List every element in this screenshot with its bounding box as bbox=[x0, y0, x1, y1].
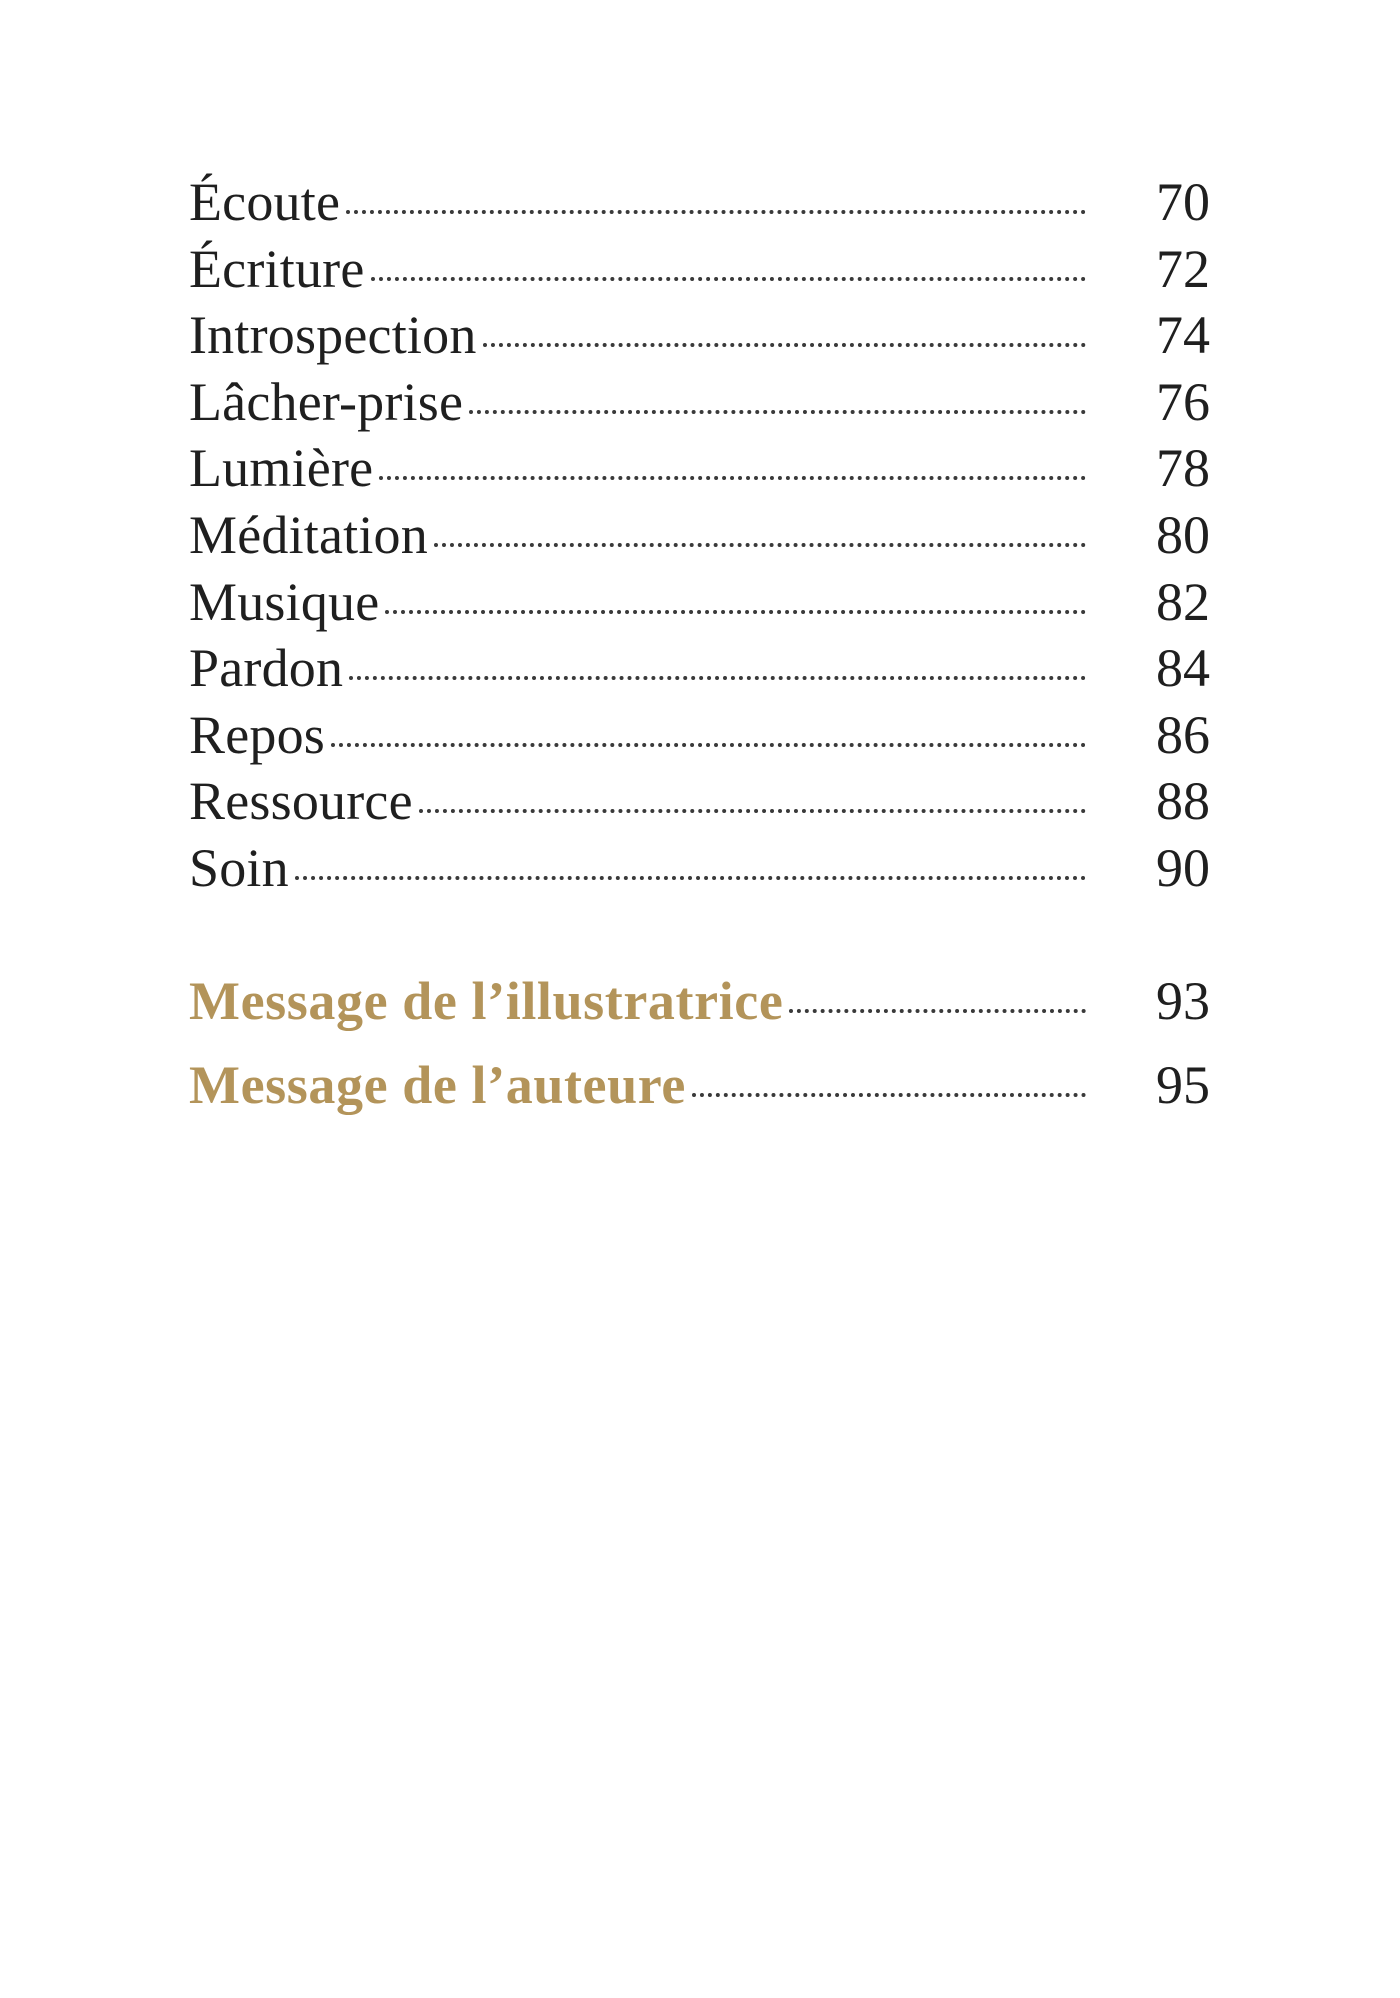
toc-entry-introspection[interactable] bbox=[189, 305, 1210, 375]
toc-entry-ressource[interactable] bbox=[189, 771, 1210, 841]
toc-page-number: 84 bbox=[1156, 638, 1210, 699]
toc-page-number: 76 bbox=[1156, 371, 1210, 432]
dot-leader bbox=[789, 1009, 1086, 1013]
dot-leader bbox=[346, 210, 1086, 214]
toc-page-number: 86 bbox=[1156, 704, 1210, 765]
toc-page-number: 70 bbox=[1156, 172, 1210, 232]
toc-page-number: 88 bbox=[1156, 771, 1210, 832]
dot-leader bbox=[371, 277, 1087, 281]
toc-entry-label: Introspection bbox=[189, 305, 477, 366]
dot-leader bbox=[385, 610, 1086, 614]
toc-entry-soin[interactable] bbox=[189, 837, 1210, 908]
toc-entry-label: Écoute bbox=[189, 172, 341, 232]
dot-leader bbox=[483, 343, 1086, 347]
dot-leader bbox=[379, 476, 1086, 480]
toc-entry-message-illustratrice[interactable] bbox=[189, 970, 1210, 1058]
toc-entry-ecoute[interactable] bbox=[189, 172, 1210, 242]
toc-page-number: 72 bbox=[1156, 238, 1210, 299]
toc-entry-label: Méditation bbox=[189, 504, 428, 565]
dot-leader bbox=[331, 743, 1086, 747]
toc-entry-label: Lumière bbox=[189, 438, 374, 499]
toc-entry-lumiere[interactable] bbox=[189, 438, 1210, 508]
toc-entry-label: Message de l’illustratrice bbox=[189, 970, 784, 1031]
toc-page-number: 90 bbox=[1156, 837, 1210, 898]
toc-entry-lacher-prise[interactable] bbox=[189, 371, 1210, 442]
dot-leader bbox=[469, 410, 1086, 414]
toc-page-number: 95 bbox=[1156, 1054, 1210, 1115]
table-of-contents bbox=[189, 172, 1210, 1142]
dot-leader bbox=[434, 543, 1086, 547]
dot-leader bbox=[295, 876, 1086, 880]
toc-entry-message-auteure[interactable] bbox=[189, 1054, 1210, 1142]
toc-entry-ecriture[interactable] bbox=[189, 238, 1210, 309]
toc-entry-musique[interactable] bbox=[189, 571, 1210, 642]
dot-leader bbox=[692, 1093, 1086, 1097]
dot-leader bbox=[419, 809, 1086, 813]
toc-entry-label: Musique bbox=[189, 571, 380, 632]
dot-leader bbox=[349, 676, 1086, 680]
toc-page-number: 80 bbox=[1156, 504, 1210, 565]
toc-entry-label: Pardon bbox=[189, 638, 344, 699]
toc-page-number: 74 bbox=[1156, 305, 1210, 366]
toc-entry-label: Lâcher-prise bbox=[189, 371, 464, 432]
toc-page-number: 93 bbox=[1156, 970, 1210, 1031]
toc-entry-repos[interactable] bbox=[189, 704, 1210, 775]
toc-page-number: 78 bbox=[1156, 438, 1210, 499]
toc-page-number: 82 bbox=[1156, 571, 1210, 632]
toc-entry-pardon[interactable] bbox=[189, 638, 1210, 708]
toc-entry-label: Ressource bbox=[189, 771, 413, 832]
section-spacer bbox=[189, 908, 1210, 974]
toc-entry-label: Message de l’auteure bbox=[189, 1054, 686, 1115]
toc-entry-label: Écriture bbox=[189, 238, 365, 299]
toc-entry-label: Soin bbox=[189, 837, 289, 898]
toc-entry-label: Repos bbox=[189, 704, 325, 765]
toc-entry-meditation[interactable] bbox=[189, 504, 1210, 575]
